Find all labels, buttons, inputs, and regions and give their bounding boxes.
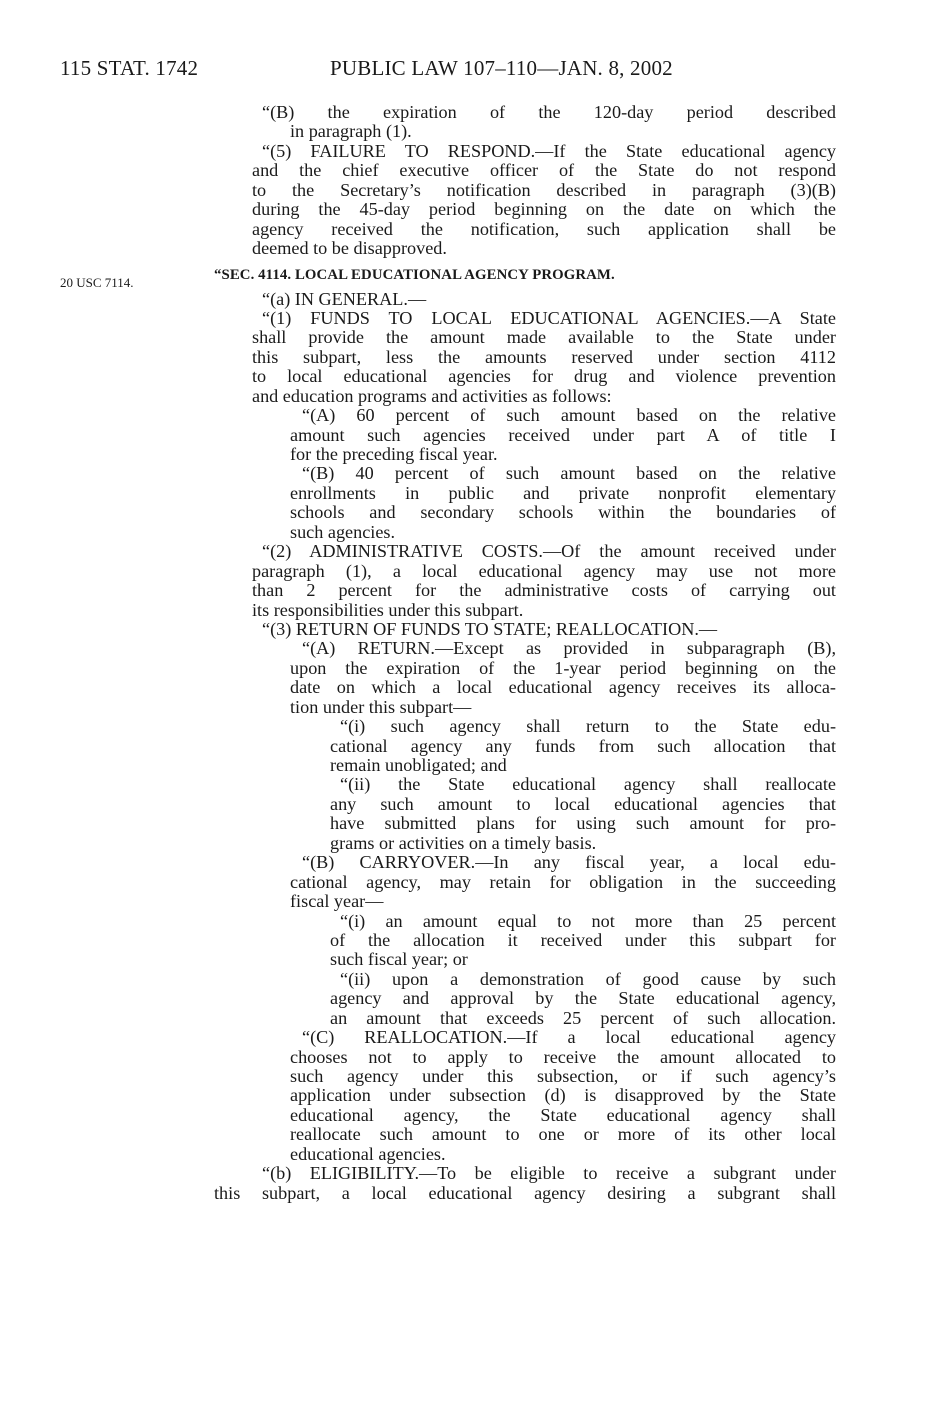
text-line: “(C) REALLOCATION.—If a local educational agency: [302, 1028, 836, 1048]
text-line: “(2) ADMINISTRATIVE COSTS.—Of the amount received under: [262, 542, 836, 562]
text-line: reallocate such amount to one or more of its other local: [290, 1125, 836, 1145]
text-line: “(i) such agency shall return to the State edu-: [340, 717, 836, 737]
text-line: fiscal year—: [290, 891, 384, 912]
text-line: cational agency any funds from such allocation that: [330, 736, 836, 756]
text-line: “(3) RETURN OF FUNDS TO STATE; REALLOCATION.—: [262, 618, 718, 639]
text-line: paragraph (1), a local educational agency may use not more: [252, 561, 836, 581]
text-line: such fiscal year; or: [330, 949, 468, 970]
text-line: agency and approval by the State educational agency,: [330, 989, 836, 1009]
text-line: an amount that exceeds 25 percent of such allocation.: [330, 1008, 836, 1028]
text-line: “(ii) upon a demonstration of good cause by such: [340, 969, 836, 989]
text-line: any such amount to local educational agencies that: [330, 794, 836, 814]
text-line: amount such agencies received under part A of title I: [290, 425, 836, 445]
text-line: its responsibilities under this subpart.: [252, 599, 524, 620]
text-line: educational agencies.: [290, 1143, 446, 1164]
text-line: such agencies.: [290, 521, 396, 542]
text-line: “(5) FAILURE TO RESPOND.—If the State educational agency: [262, 141, 836, 161]
text-line: agency received the notification, such application shall be: [252, 219, 836, 239]
text-line: remain unobligated; and: [330, 755, 507, 775]
text-line: deemed to be disapproved.: [252, 238, 447, 259]
text-line: educational agency, the State educational agency shall: [290, 1105, 836, 1125]
text-line: have submitted plans for using such amount for pro-: [330, 814, 836, 834]
text-line: upon the expiration of the 1-year period beginning on the: [290, 658, 836, 678]
text-line: of the allocation it received under this subpart for: [330, 930, 836, 950]
text-line: “(1) FUNDS TO LOCAL EDUCATIONAL AGENCIES.—A State: [262, 308, 836, 328]
text-line: tion under this subpart—: [290, 696, 472, 717]
running-header: [60, 56, 900, 86]
text-line: this subpart, a local educational agency desiring a subgrant shall: [214, 1183, 836, 1203]
text-line: in paragraph (1).: [290, 121, 412, 142]
text-line: to local educational agencies for drug and violence prevention: [252, 367, 836, 387]
text-line: enrollments in public and private nonprofit elementary: [290, 483, 836, 503]
text-line: for the preceding fiscal year.: [290, 444, 498, 464]
text-line: date on which a local educational agency receives its alloca-: [290, 678, 836, 698]
text-line: during the 45-day period beginning on the date on which the: [252, 200, 836, 220]
text-line: “(A) RETURN.—Except as provided in subparagraph (B),: [302, 639, 836, 659]
text-line: application under subsection (d) is disapproved by the State: [290, 1086, 836, 1106]
text-line: chooses not to apply to receive the amount allocated to: [290, 1047, 836, 1067]
text-line: schools and secondary schools within the boundaries of: [290, 503, 836, 523]
text-line: “(B) CARRYOVER.—In any fiscal year, a local edu-: [302, 853, 836, 873]
text-line: cational agency, may retain for obligation in the succeeding: [290, 872, 836, 892]
text-line: “(b) ELIGIBILITY.—To be eligible to receive a subgrant under: [262, 1164, 836, 1184]
text-line: “(B) 40 percent of such amount based on the relative: [302, 464, 836, 484]
text-line: “(A) 60 percent of such amount based on the relative: [302, 406, 836, 426]
section-heading: “SEC. 4114. LOCAL EDUCATIONAL AGENCY PROGRAM.: [214, 266, 615, 283]
text-line: such agency under this subsection, or if such agency’s: [290, 1067, 836, 1086]
text-line: shall provide the amount made available to the State under: [252, 328, 836, 348]
text-line: grams or activities on a timely basis.: [330, 832, 597, 853]
text-line: and education programs and activities as follows:: [252, 385, 612, 406]
text-line: than 2 percent for the administrative costs of carrying out: [252, 581, 836, 601]
text-line: “(i) an amount equal to not more than 25 percent: [340, 911, 836, 931]
text-line: to the Secretary’s notification described in paragraph (3)(B): [252, 180, 836, 200]
margin-citation: 20 USC 7114.: [60, 275, 134, 290]
text-line: this subpart, less the amounts reserved under section 4112: [252, 347, 836, 367]
public-law-title: PUBLIC LAW 107–110—JAN. 8, 2002: [330, 56, 673, 80]
text-line: “(B) the expiration of the 120-day period described: [262, 103, 836, 122]
text-line: and the chief executive officer of the State do not respond: [252, 161, 836, 181]
document-body: [214, 103, 836, 1203]
text-line: “(ii) the State educational agency shall reallocate: [340, 775, 836, 795]
statute-page-number: 115 STAT. 1742: [60, 56, 199, 80]
text-line: “(a) IN GENERAL.—: [262, 288, 427, 309]
